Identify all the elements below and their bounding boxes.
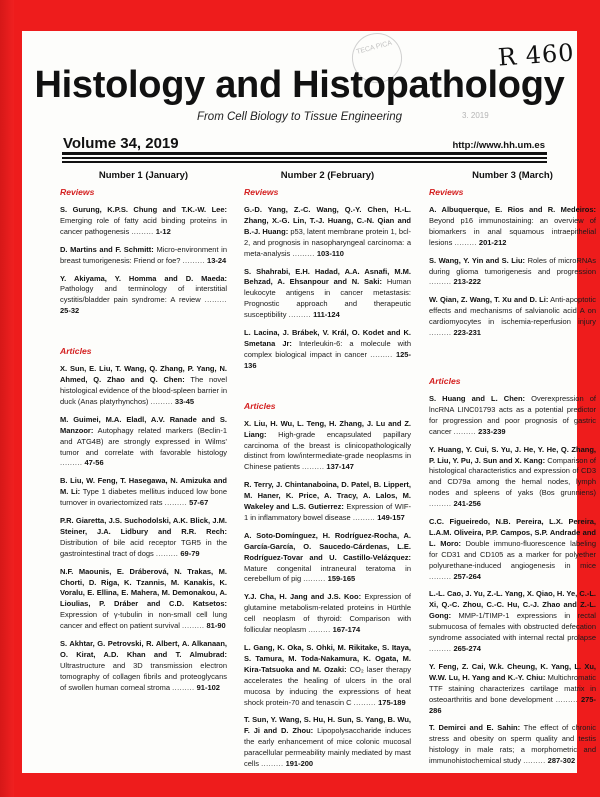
- entry-title: Roles of microRNAs during glioma tumorigenesis and progression: [429, 255, 597, 276]
- entry-title: Expression of WIF-1 in inflammatory bowel disease: [244, 502, 412, 522]
- entry-title: Autophagy related markers (Beclin-1 and ATG4B) are strongly expressed in Wilms' tumor and correlate with favorable histology: [60, 425, 227, 457]
- issue-heading: Number 1 (January): [98, 170, 189, 181]
- toc-entry[interactable]: [60, 274, 227, 318]
- entry-authors: L.-L. Cao, J. Yu, Z.-L. Yang, X. Qiao, H. Ye, C.-L. Xi, Q.-C. Zhou, C.-C. Hu, C.-J. Zhao and Z.-L. Gong:: [429, 589, 596, 621]
- entry-pages: 13-24: [207, 255, 227, 265]
- toc-entry[interactable]: [60, 516, 227, 560]
- leader-dots: .........: [131, 226, 154, 236]
- entry-authors: N.F. Maounis, E. Dráberová, N. Trakas, M. Chorti, D. Riga, K. Tzannis, M. Kanakis, K. Voralu, E. Ellina, E. Mahera, M. Demonakou, A. Lioulias, P. Dráber and C.D. Katsetos:: [60, 566, 227, 609]
- toc-entry[interactable]: [60, 245, 227, 267]
- volume-label: Volume 34, 2019: [63, 135, 179, 152]
- entry-title: Expression of γ-tubulin in non-small cell lung cancer and effect on patient survival: [60, 610, 227, 631]
- issue-column: [60, 170, 227, 701]
- entry-pages: 233-239: [478, 426, 506, 436]
- toc-entry[interactable]: [429, 445, 596, 510]
- entry-pages: 257-264: [453, 571, 481, 581]
- entry-pages: 125-136: [244, 349, 411, 370]
- section-gap: [244, 379, 411, 401]
- entry-authors: T. Demirci and E. Sahin:: [429, 723, 521, 733]
- entry-title: Expression of glutamine metabolism-related proteins in Hürthle cell neoplasm of thyroid: Comparison with follicular neoplasm: [244, 592, 411, 635]
- leader-dots: .........: [204, 295, 227, 305]
- leader-dots: .........: [454, 237, 477, 247]
- entry-pages: 1-12: [155, 226, 171, 236]
- entry-authors: X. Liu, H. Wu, L. Teng, H. Zhang, J. Lu and Z. Liang:: [244, 418, 411, 439]
- entry-authors: S. Huang and L. Chen:: [429, 393, 526, 403]
- inventory-stamp: 3. 2019: [462, 111, 489, 120]
- toc-entry[interactable]: [429, 589, 596, 654]
- entry-pages: 275-286: [429, 694, 596, 715]
- entry-title: The novel histological evidence of the blood-spleen barrier in duck (Anas platyrhynchos): [60, 375, 227, 406]
- toc-entry[interactable]: [429, 256, 596, 289]
- entry-title: p53, latent membrane protein 1, bcl-2, and prognosis in nasopharyngeal carcinoma: a meta-analysis: [244, 226, 411, 258]
- entry-title: Double immuno-fluorescence labeling for CD31 and CD105 as a marker for polyether polyurethane-induced angiogenesis in mice: [429, 538, 596, 570]
- entry-title: Human leukocyte antigens in cancer metastasis: Prognostic approach and therapeutic susceptibility: [244, 277, 411, 320]
- entry-authors: W. Qian, Z. Wang, T. Xu and D. Li:: [429, 295, 549, 305]
- section-label: Articles: [429, 375, 461, 386]
- toc-entry[interactable]: [60, 639, 227, 694]
- toc-entry[interactable]: [244, 205, 411, 260]
- leader-dots: .........: [60, 458, 83, 468]
- entry-title: Anti-apoptotic effects and mechanisms of salvianolic acid A on cardiomyocytes in ischemia-reperfusion injury: [429, 295, 596, 327]
- leader-dots: .........: [301, 462, 325, 472]
- toc-entry[interactable]: [244, 715, 411, 770]
- journal-url[interactable]: http://www.hh.um.es: [452, 140, 545, 151]
- section-label: Articles: [60, 346, 92, 357]
- entry-title: The effect of chronic stress and obesity on sperm quality and testis histology in male rats; a morphometric and immunohistochemical study: [429, 723, 596, 766]
- toc-entry[interactable]: [244, 531, 411, 586]
- leader-dots: .........: [429, 277, 452, 287]
- header-rule: [62, 161, 547, 163]
- entry-authors: S. Gurung, K.P.S. Chung and T.K.-W. Lee:: [60, 205, 227, 214]
- entry-title: Pathology and terminology of interstitial cystitis/bladder pain syndrome: A review: [60, 284, 227, 305]
- entry-pages: 223-231: [453, 328, 481, 338]
- leader-dots: .........: [155, 548, 179, 558]
- entry-pages: 213-222: [453, 277, 481, 287]
- toc-entry[interactable]: [429, 723, 596, 767]
- toc-entry[interactable]: [60, 205, 227, 238]
- issue-column: [244, 170, 411, 777]
- toc-entry[interactable]: [60, 415, 227, 470]
- leader-dots: .........: [555, 694, 579, 704]
- entry-authors: S. Akhtar, G. Petrovski, R. Albert, A. Alkanaan, O. Kirat, A.D. Khan and T. Almubrad:: [60, 639, 227, 659]
- entry-title: Interleukin-6: a molecule with complex biological impact in cancer: [244, 338, 411, 359]
- entry-title: Mature congenital intraneural teratoma in cerebellum of pig: [244, 563, 411, 584]
- entry-authors: L. Gang, K. Oka, S. Ohki, M. Rikitake, S. Itaya, S. Tamura, M. Toda-Nakamura, K. Ogata, M. Kira-Tatsuoka and M. Ozaki:: [244, 643, 411, 674]
- leader-dots: .........: [353, 697, 377, 707]
- entry-title: Ultrastructure and 3D transmission electron tomography of collagen fibrils and proteoglycans of swollen human corneal stroma: [60, 660, 227, 692]
- entry-title: Distribution of bile acid receptor TGR5 in the gastrointestinal tract of dogs: [60, 537, 227, 558]
- section-gap: [60, 324, 227, 346]
- entry-pages: 265-274: [453, 644, 481, 653]
- toc-entry[interactable]: [244, 592, 411, 636]
- entry-title: Lipopolysaccharide induces the early enhancement of mice colonic mucosal paracellular permeability mainly mediated by mast cells: [244, 726, 411, 769]
- library-stamp: TECA PICA: [346, 27, 407, 88]
- leader-dots: .........: [352, 512, 376, 522]
- entry-pages: 103-110: [316, 248, 344, 258]
- toc-entry[interactable]: [429, 295, 596, 339]
- entry-authors: A. Soto-Domínguez, H. Rodríguez-Rocha, A. García-García, O. Saucedo-Cárdenas, L.E. Rodríguez-Tovar and U. Castillo-Velázquez:: [244, 530, 411, 562]
- entry-authors: Y.J. Cha, H. Jang and J.S. Koo:: [244, 592, 362, 602]
- entry-pages: 137-147: [326, 462, 354, 472]
- entry-pages: 191-200: [285, 759, 314, 769]
- entry-pages: 111-124: [313, 310, 340, 320]
- issue-heading: Number 2 (February): [280, 170, 375, 181]
- leader-dots: .........: [164, 498, 187, 508]
- toc-entry[interactable]: [429, 394, 596, 438]
- entry-authors: D. Martins and F. Schmitt:: [60, 244, 154, 254]
- leader-dots: .........: [292, 248, 315, 258]
- entry-pages: 81-90: [206, 621, 226, 631]
- entry-authors: L. Lacina, J. Brábek, V. Král, O. Kodet and K. Smetana Jr:: [244, 328, 411, 348]
- entry-authors: P.R. Giaretta, J.S. Suchodolski, A.K. Blick, J.M. Steiner, J.A. Lidbury and R.R. Rech:: [60, 516, 227, 536]
- entry-pages: 47-56: [84, 458, 104, 468]
- entry-pages: 57-67: [189, 498, 209, 508]
- toc-entry[interactable]: [244, 419, 411, 474]
- leader-dots: .........: [429, 644, 452, 653]
- toc-entry[interactable]: [244, 480, 411, 524]
- entry-pages: 91-102: [196, 682, 220, 692]
- entry-title: CO₂ laser therapy accelerates the healing of ulcers in the oral mucosa by inducing the expressions of heat shock protein-70 and tenascin C: [244, 664, 411, 707]
- entry-authors: A. Albuquerque, E. Rios and R. Medeiros:: [429, 205, 596, 214]
- cover-spine-edge: [0, 0, 14, 797]
- entry-title: Micro-environment in breast tumorigenesis: Friend or foe?: [60, 244, 227, 265]
- toc-entry[interactable]: [429, 662, 596, 717]
- leader-dots: .........: [429, 328, 452, 338]
- entry-title: High-grade encapsulated papillary carcinoma of the breast is clinicopathologically distinct from low/intermediate-grade neoplasms in Chinese patients: [244, 429, 411, 472]
- entry-pages: 175-189: [378, 697, 406, 707]
- leader-dots: .........: [288, 310, 311, 320]
- entry-pages: 69-79: [180, 548, 200, 558]
- leader-dots: .........: [182, 255, 205, 265]
- leader-dots: .........: [150, 396, 173, 406]
- journal-subtitle: From Cell Biology to Tissue Engineering: [196, 111, 403, 123]
- toc-entry[interactable]: [60, 476, 227, 509]
- entry-title: Emerging role of fatty acid binding proteins in cancer pathogenesis: [60, 215, 227, 236]
- leader-dots: .........: [308, 625, 331, 635]
- toc-entry[interactable]: [60, 567, 227, 632]
- entry-authors: Y. Feng, Z. Cai, W.k. Cheung, K. Yang, L. Xu, W.W. Lu, H. Yang and K.-Y. Chiu:: [429, 661, 596, 682]
- section-gap: [429, 346, 596, 376]
- journal-title: Histology and Histopathology: [34, 64, 565, 106]
- handwritten-shelf-mark: R 460: [497, 38, 576, 72]
- section-label: Reviews: [429, 187, 464, 197]
- entry-authors: Y. Akiyama, Y. Homma and D. Maeda:: [60, 273, 227, 283]
- entry-authors: B. Liu, W. Feng, T. Hasegawa, N. Amizuka and M. Li:: [60, 476, 227, 497]
- entry-pages: 149-157: [377, 512, 405, 522]
- entry-authors: C.C. Figueiredo, N.B. Pereira, L.X. Pereira, L.A.M. Oliveira, P.P. Campos, S.P. Andrade and L. Moro:: [429, 517, 596, 548]
- entry-pages: 241-256: [453, 499, 481, 509]
- entry-authors: X. Sun, E. Liu, T. Wang, Q. Zhang, P. Yang, N. Ahmed, Q. Zhao and Q. Chen:: [60, 364, 227, 385]
- entry-pages: 287-302: [547, 756, 576, 766]
- entry-title: Type 1 diabetes mellitus induced low bone turnover in ovariectomized rats: [60, 487, 228, 508]
- toc-entry[interactable]: [60, 364, 227, 408]
- section-label: Articles: [244, 400, 276, 411]
- leader-dots: .........: [303, 574, 326, 584]
- entry-title: Overexpression of lncRNA LINC01793 acts as a potential predictor for progression and poor prognosis of gastric cancer: [429, 393, 596, 436]
- cover-panel: [22, 31, 597, 773]
- leader-dots: .........: [453, 426, 476, 436]
- leader-dots: .........: [172, 682, 195, 692]
- entry-title: Comparison of histological characteristics and expression of CD3 and CD79a among the hemal nodes, lymph nodes and spleens of yaks (Bos grunniens): [429, 455, 596, 498]
- header-rule: [62, 152, 547, 155]
- entry-authors: S. Shahrabi, E.H. Hadad, A.A. Asnafi, M.M. Behzad, A. Ehsanpour and N. Saki:: [244, 266, 411, 287]
- section-label: Reviews: [60, 187, 95, 197]
- entry-authors: Y. Huang, Y. Cui, S. Yu, J. He, Y. He, Q. Zhang, P. Liu, Y. Pu, J. Sun and X. Kang:: [429, 444, 596, 465]
- entry-pages: 201-212: [478, 237, 507, 247]
- issue-heading: Number 3 (March): [472, 170, 553, 181]
- toc-entry[interactable]: [244, 643, 411, 708]
- toc-entry[interactable]: [429, 205, 596, 249]
- leader-dots: .........: [429, 571, 452, 581]
- leader-dots: .........: [370, 349, 393, 359]
- leader-dots: .........: [261, 759, 284, 769]
- section-label: Reviews: [244, 187, 279, 197]
- entry-pages: 33-45: [174, 396, 195, 406]
- toc-entry[interactable]: [244, 267, 411, 322]
- leader-dots: .........: [182, 621, 205, 631]
- entry-authors: R. Terry, J. Chintanaboina, D. Patel, B. Lippert, M. Haner, K. Price, A. Tracy, A. Lalos, M. Wakeley and L.S. Gutierrez:: [244, 480, 411, 512]
- entry-authors: T. Sun, Y. Wang, S. Hu, H. Sun, S. Yang, B. Wu, F. Ji and D. Zhou:: [244, 715, 411, 736]
- entry-pages: 159-165: [327, 574, 356, 584]
- issue-column: [429, 170, 596, 774]
- entry-title: Beyond p16 immunostaining: an overview of biomarkers in anal squamous intraepithelial lesions: [429, 215, 596, 247]
- entry-pages: 167-174: [332, 625, 361, 635]
- entry-authors: G.-D. Yang, Z.-C. Wang, Q.-Y. Chen, H.-L. Zhang, X.-G. Lin, T.-J. Huang, C.-N. Qian and B.-J. Huang:: [244, 205, 411, 236]
- entry-pages: 25-32: [60, 306, 80, 316]
- entry-title: MMP-1/TIMP-1 expressions in rectal submucosa of females with obstructed defecation syndrome associated with internal rectal prolapse: [429, 611, 596, 643]
- toc-entry[interactable]: [244, 328, 411, 372]
- toc-entry[interactable]: [429, 517, 596, 582]
- header-rule: [62, 157, 547, 159]
- leader-dots: .........: [429, 499, 452, 509]
- entry-authors: S. Wang, Y. Yin and S. Liu:: [429, 255, 526, 265]
- entry-authors: M. Guimei, M.A. Eladl, A.V. Ranade and S. Manzoor:: [60, 414, 227, 435]
- leader-dots: .........: [523, 756, 546, 766]
- entry-title: Multichromatic TTF staining characterizes cartilage matrix in osteoarthritis and bone development: [429, 672, 597, 704]
